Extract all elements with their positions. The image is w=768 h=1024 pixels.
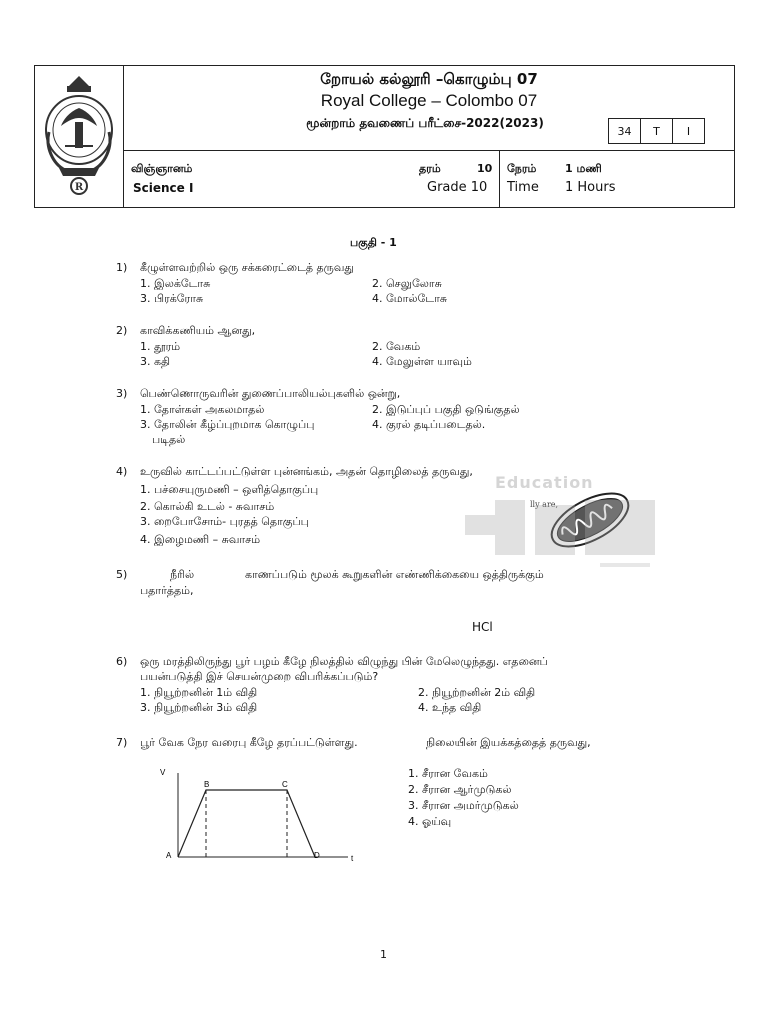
question-text-part-b: காணப்படும் மூலக் கூறுகளின் எண்ணிக்கையை ஒத்திருக்கும் xyxy=(245,568,544,581)
point-label-c: C xyxy=(282,780,288,789)
paper-code-part: I xyxy=(686,124,691,138)
point-label-a: A xyxy=(166,851,172,860)
option-2: 2. கொல்கி உடல் - சுவாசம் xyxy=(140,500,275,513)
option-1: 1. தோள்கள் அகலமாதல் xyxy=(140,403,265,416)
option-2: 2. நியூற்றனின் 2ம் விதி xyxy=(418,686,536,699)
option-1: 1. நியூற்றனின் 1ம் விதி xyxy=(140,686,258,699)
option-3: 3. பிரக்ரோசு xyxy=(140,292,204,305)
option-1: 1. தூரம் xyxy=(140,340,181,353)
option-1: 1. சீரான வேகம் xyxy=(408,767,488,780)
time-english-label: Time xyxy=(507,180,539,195)
option-4: 4. குரல் தடிப்படைதல். xyxy=(372,418,486,431)
velocity-time-graph xyxy=(150,765,365,870)
question-text: கீழுள்ளவற்றில் ஒரு சக்கரைட்டைத் தருவது xyxy=(140,261,354,274)
question-text-part-b: நிலையின் இயக்கத்தைத் தருவது, xyxy=(426,736,591,749)
option-3: 3. நியூற்றனின் 3ம் விதி xyxy=(140,701,258,714)
option-4: 4. உந்த விதி xyxy=(418,701,482,714)
option-3: 3. கதி xyxy=(140,355,171,368)
option-4: 4. இழைமணி – சுவாசம் xyxy=(140,533,261,546)
logo-cell xyxy=(35,66,124,207)
option-4: 4. மேலுள்ள யாவும் xyxy=(372,355,472,368)
question-number: 5) xyxy=(116,568,128,581)
option-4: 4. மோல்டோசு xyxy=(372,292,448,305)
watermark-text: Education xyxy=(495,473,594,492)
subject-english: Science I xyxy=(133,181,194,195)
time-english-value: 1 Hours xyxy=(565,180,616,195)
question-text: பெண்ணொருவரின் துணைப்பாலியல்புகளில் ஒன்று, xyxy=(140,387,401,400)
section-title: பகுதி - 1 xyxy=(350,236,397,249)
question-number: 4) xyxy=(116,465,128,478)
point-label-d: D xyxy=(314,851,320,860)
axis-label-t: t xyxy=(351,854,354,863)
question-number: 6) xyxy=(116,655,128,668)
option-2: 2. சீரான ஆர்முடுகல் xyxy=(408,783,512,796)
paper-code-number: 34 xyxy=(609,119,641,143)
option-3: 3. சீரான அமர்முடுகல் xyxy=(408,799,519,812)
grade-tamil-label: தரம் xyxy=(419,162,441,175)
option-2: 2. செலுலோசு xyxy=(372,277,442,290)
hcl-label: HCl xyxy=(472,620,493,634)
question-text-part-a: நீரில் xyxy=(170,568,195,581)
svg-text:R: R xyxy=(74,182,84,193)
question-text-line-2: பயன்படுத்தி இச் செயன்முறை விபரிக்கப்படும்? xyxy=(140,670,379,683)
header-divider xyxy=(123,150,734,151)
question-number: 1) xyxy=(116,261,128,274)
point-label-b: B xyxy=(204,780,210,789)
header-column-divider xyxy=(499,150,500,207)
grade-tamil-value: 10 xyxy=(477,162,493,175)
paper-code-medium: T xyxy=(641,119,673,143)
grade-english: Grade 10 xyxy=(427,180,488,195)
college-name-tamil: றோயல் கல்லூரி –கொழும்பு 07 xyxy=(320,70,538,88)
option-2: 2. வேகம் xyxy=(372,340,421,353)
question-text-part-a: பூர் வேக நேர வரைபு கீழே தரப்பட்டுள்ளது. xyxy=(140,736,358,749)
option-1: 1. பச்சையுருமணி – ஒளித்தொகுப்பு xyxy=(140,483,319,496)
royal-college-crest-icon xyxy=(39,72,119,197)
option-2: 2. இடுப்புப் பகுதி ஒடுங்குதல் xyxy=(372,403,520,416)
option-3: 3. றைபோசோம்- புரதத் தொகுப்பு xyxy=(140,515,309,528)
exam-title: மூன்றாம் தவணைப் பரீட்சை-2022(2023) xyxy=(306,116,544,130)
paper-code xyxy=(608,118,705,144)
option-1: 1. இலக்டோசு xyxy=(140,277,211,290)
question-text: காவிக்கணியம் ஆனது, xyxy=(140,324,256,337)
figure-caption-fragment: lly are, xyxy=(530,500,559,509)
option-3-continued: படிதல் xyxy=(152,433,186,446)
college-name-english: Royal College – Colombo 07 xyxy=(320,91,538,110)
subject-tamil: விஞ்ஞானம் xyxy=(131,162,193,175)
option-3: 3. தோலின் கீழ்ப்புறமாக கொழுப்பு xyxy=(140,418,315,431)
graph-line xyxy=(178,790,315,857)
question-text-part-c: பதார்த்தம், xyxy=(140,584,194,597)
question-text: ஒரு மரத்திலிருந்து பூர் பழம் கீழே நிலத்தில் விழுந்து பின் மேலெழுந்தது. எதனைப் xyxy=(140,655,548,668)
axis-label-v: V xyxy=(160,768,166,777)
header-box xyxy=(34,65,735,208)
time-tamil-label: நேரம் xyxy=(507,162,537,175)
question-text: உருவில் காட்டப்பட்டுள்ள புன்னங்கம், அதன் தொழிலைத் தருவது, xyxy=(140,465,473,478)
question-number: 2) xyxy=(116,324,128,337)
option-4: 4. ஓய்வு xyxy=(408,815,452,828)
time-tamil-value: 1 மணி xyxy=(565,162,602,175)
question-number: 3) xyxy=(116,387,128,400)
question-number: 7) xyxy=(116,736,128,749)
page-number: 1 xyxy=(380,948,387,961)
